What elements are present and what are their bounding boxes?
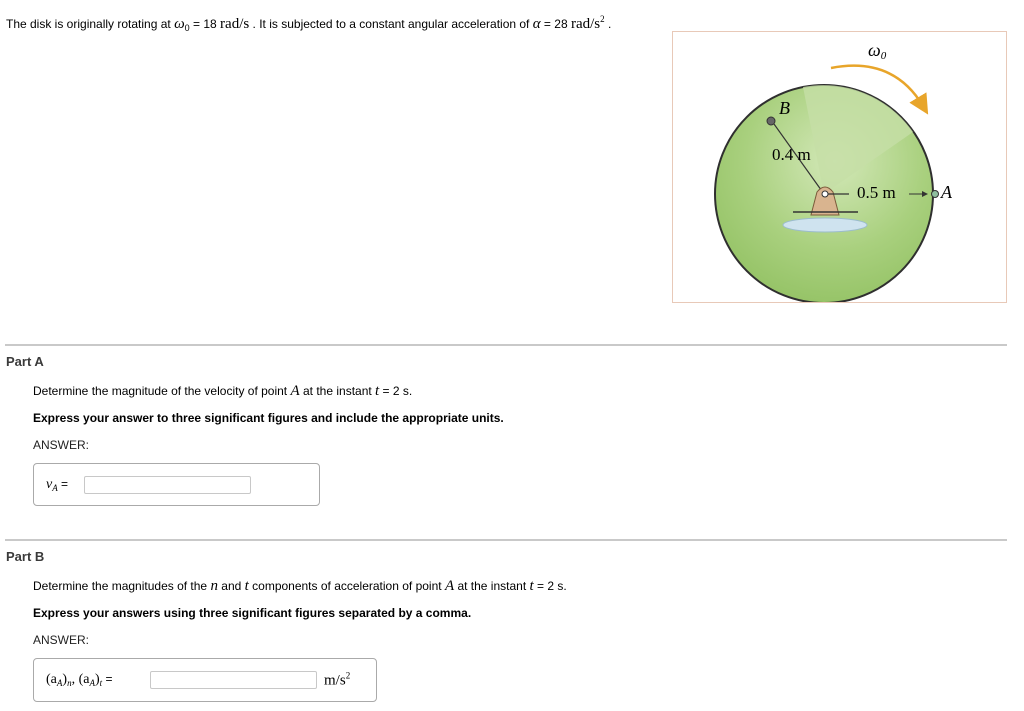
problem-mid: . It is subjected to a constant angular acceleration of bbox=[249, 17, 533, 31]
disk-figure bbox=[672, 31, 1007, 303]
part-b-divider bbox=[5, 539, 1007, 541]
disk-center bbox=[822, 191, 828, 197]
point-a-marker bbox=[932, 191, 939, 198]
point-b-marker bbox=[767, 117, 775, 125]
omega0-figure-label: $\omega_0$ bbox=[868, 40, 887, 62]
alpha-unit: rad/$s^2$ bbox=[570, 14, 605, 32]
part-b-answer-box bbox=[33, 658, 377, 702]
part-b-answer-input[interactable] bbox=[150, 671, 317, 689]
radius-b-label: 0.4 m bbox=[772, 145, 811, 164]
part-b-answer-label: $(a_A)_n$, $(a_A)_t$ = bbox=[46, 672, 113, 688]
part-a-answer-input[interactable] bbox=[84, 476, 251, 494]
part-a-instruction: Express your answer to three significant figures and include the appropriate units. bbox=[33, 411, 504, 425]
alpha-symbol: α bbox=[532, 16, 541, 32]
part-b-unit-label: $m/s^2$ bbox=[324, 670, 351, 689]
problem-intro: The disk is originally rotating at bbox=[6, 17, 175, 31]
part-b-question: Determine the magnitudes of the n and t components of acceleration of point A at the instant t = 2 s. bbox=[33, 578, 567, 594]
point-a-label: A bbox=[941, 182, 952, 202]
part-b-answer-heading: ANSWER: bbox=[33, 633, 90, 647]
part-b-title: Part B bbox=[6, 549, 45, 564]
problem-end: . bbox=[604, 17, 612, 31]
part-a-divider bbox=[5, 344, 1007, 346]
alpha-value: = 28 bbox=[540, 17, 571, 31]
omega0-unit: rad/s bbox=[220, 16, 250, 32]
part-a-title: Part A bbox=[6, 354, 44, 369]
problem-statement bbox=[6, 14, 611, 33]
part-a-answer-heading: ANSWER: bbox=[33, 438, 90, 452]
part-a-answer-label: $v_A$ = bbox=[46, 476, 69, 493]
part-a-question: Determine the magnitude of the velocity of point A at the instant t = 2 s. bbox=[33, 383, 413, 399]
omega0-symbol: ω bbox=[174, 16, 185, 32]
part-a-answer-box bbox=[33, 463, 320, 506]
point-b-label: B bbox=[779, 98, 790, 118]
part-b-instruction: Express your answers using three significant figures separated by a comma. bbox=[33, 606, 472, 620]
omega0-sub: 0 bbox=[184, 23, 190, 33]
disk-diagram bbox=[673, 32, 1006, 302]
support-base bbox=[783, 218, 867, 232]
radius-a-label: 0.5 m bbox=[857, 183, 896, 202]
omega0-value: = 18 bbox=[189, 17, 221, 31]
